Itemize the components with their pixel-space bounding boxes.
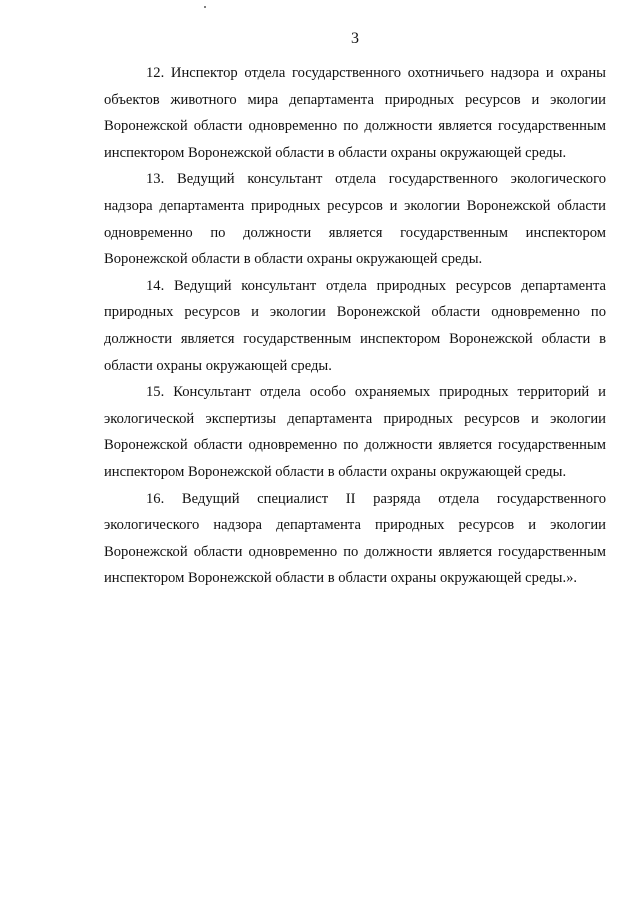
scan-artifact-dot <box>204 6 206 8</box>
paragraph-item-14: 14. Ведущий консультант отдела природных ресурсов департамента природных ресурсов и экологии Воронежской области одновременно по должности является государственным инспектором Воронежской области в области охраны окружающей среды. <box>104 277 606 374</box>
paragraph-item-16: 16. Ведущий специалист II разряда отдела государственного экологического надзора департамента природных ресурсов и экологии Воронежской области одновременно по должности является государственным инспектором Воронежской области в области охраны окружающей среды.». <box>104 490 606 587</box>
document-body <box>104 60 606 592</box>
paragraph-item-12: 12. Инспектор отдела государственного охотничьего надзора и охраны объектов животного мира департамента природных ресурсов и экологии Воронежской области одновременно по должности является государственным инспектором Воронежской области в области охраны окружающей среды. <box>104 65 606 161</box>
paragraph-item-13: 13. Ведущий консультант отдела государственного экологического надзора департамента природных ресурсов и экологии Воронежской области одновременно по должности является государственным инспектором Воронежской области в области охраны окружающей среды. <box>104 171 606 268</box>
page-number: 3 <box>351 30 359 47</box>
paragraph-item-15: 15. Консультант отдела особо охраняемых природных территорий и экологической экспертизы департамента природных ресурсов и экологии Воронежской области одновременно по должности является государственным инспектором Воронежской области в области охраны окружающей среды. <box>104 384 606 480</box>
